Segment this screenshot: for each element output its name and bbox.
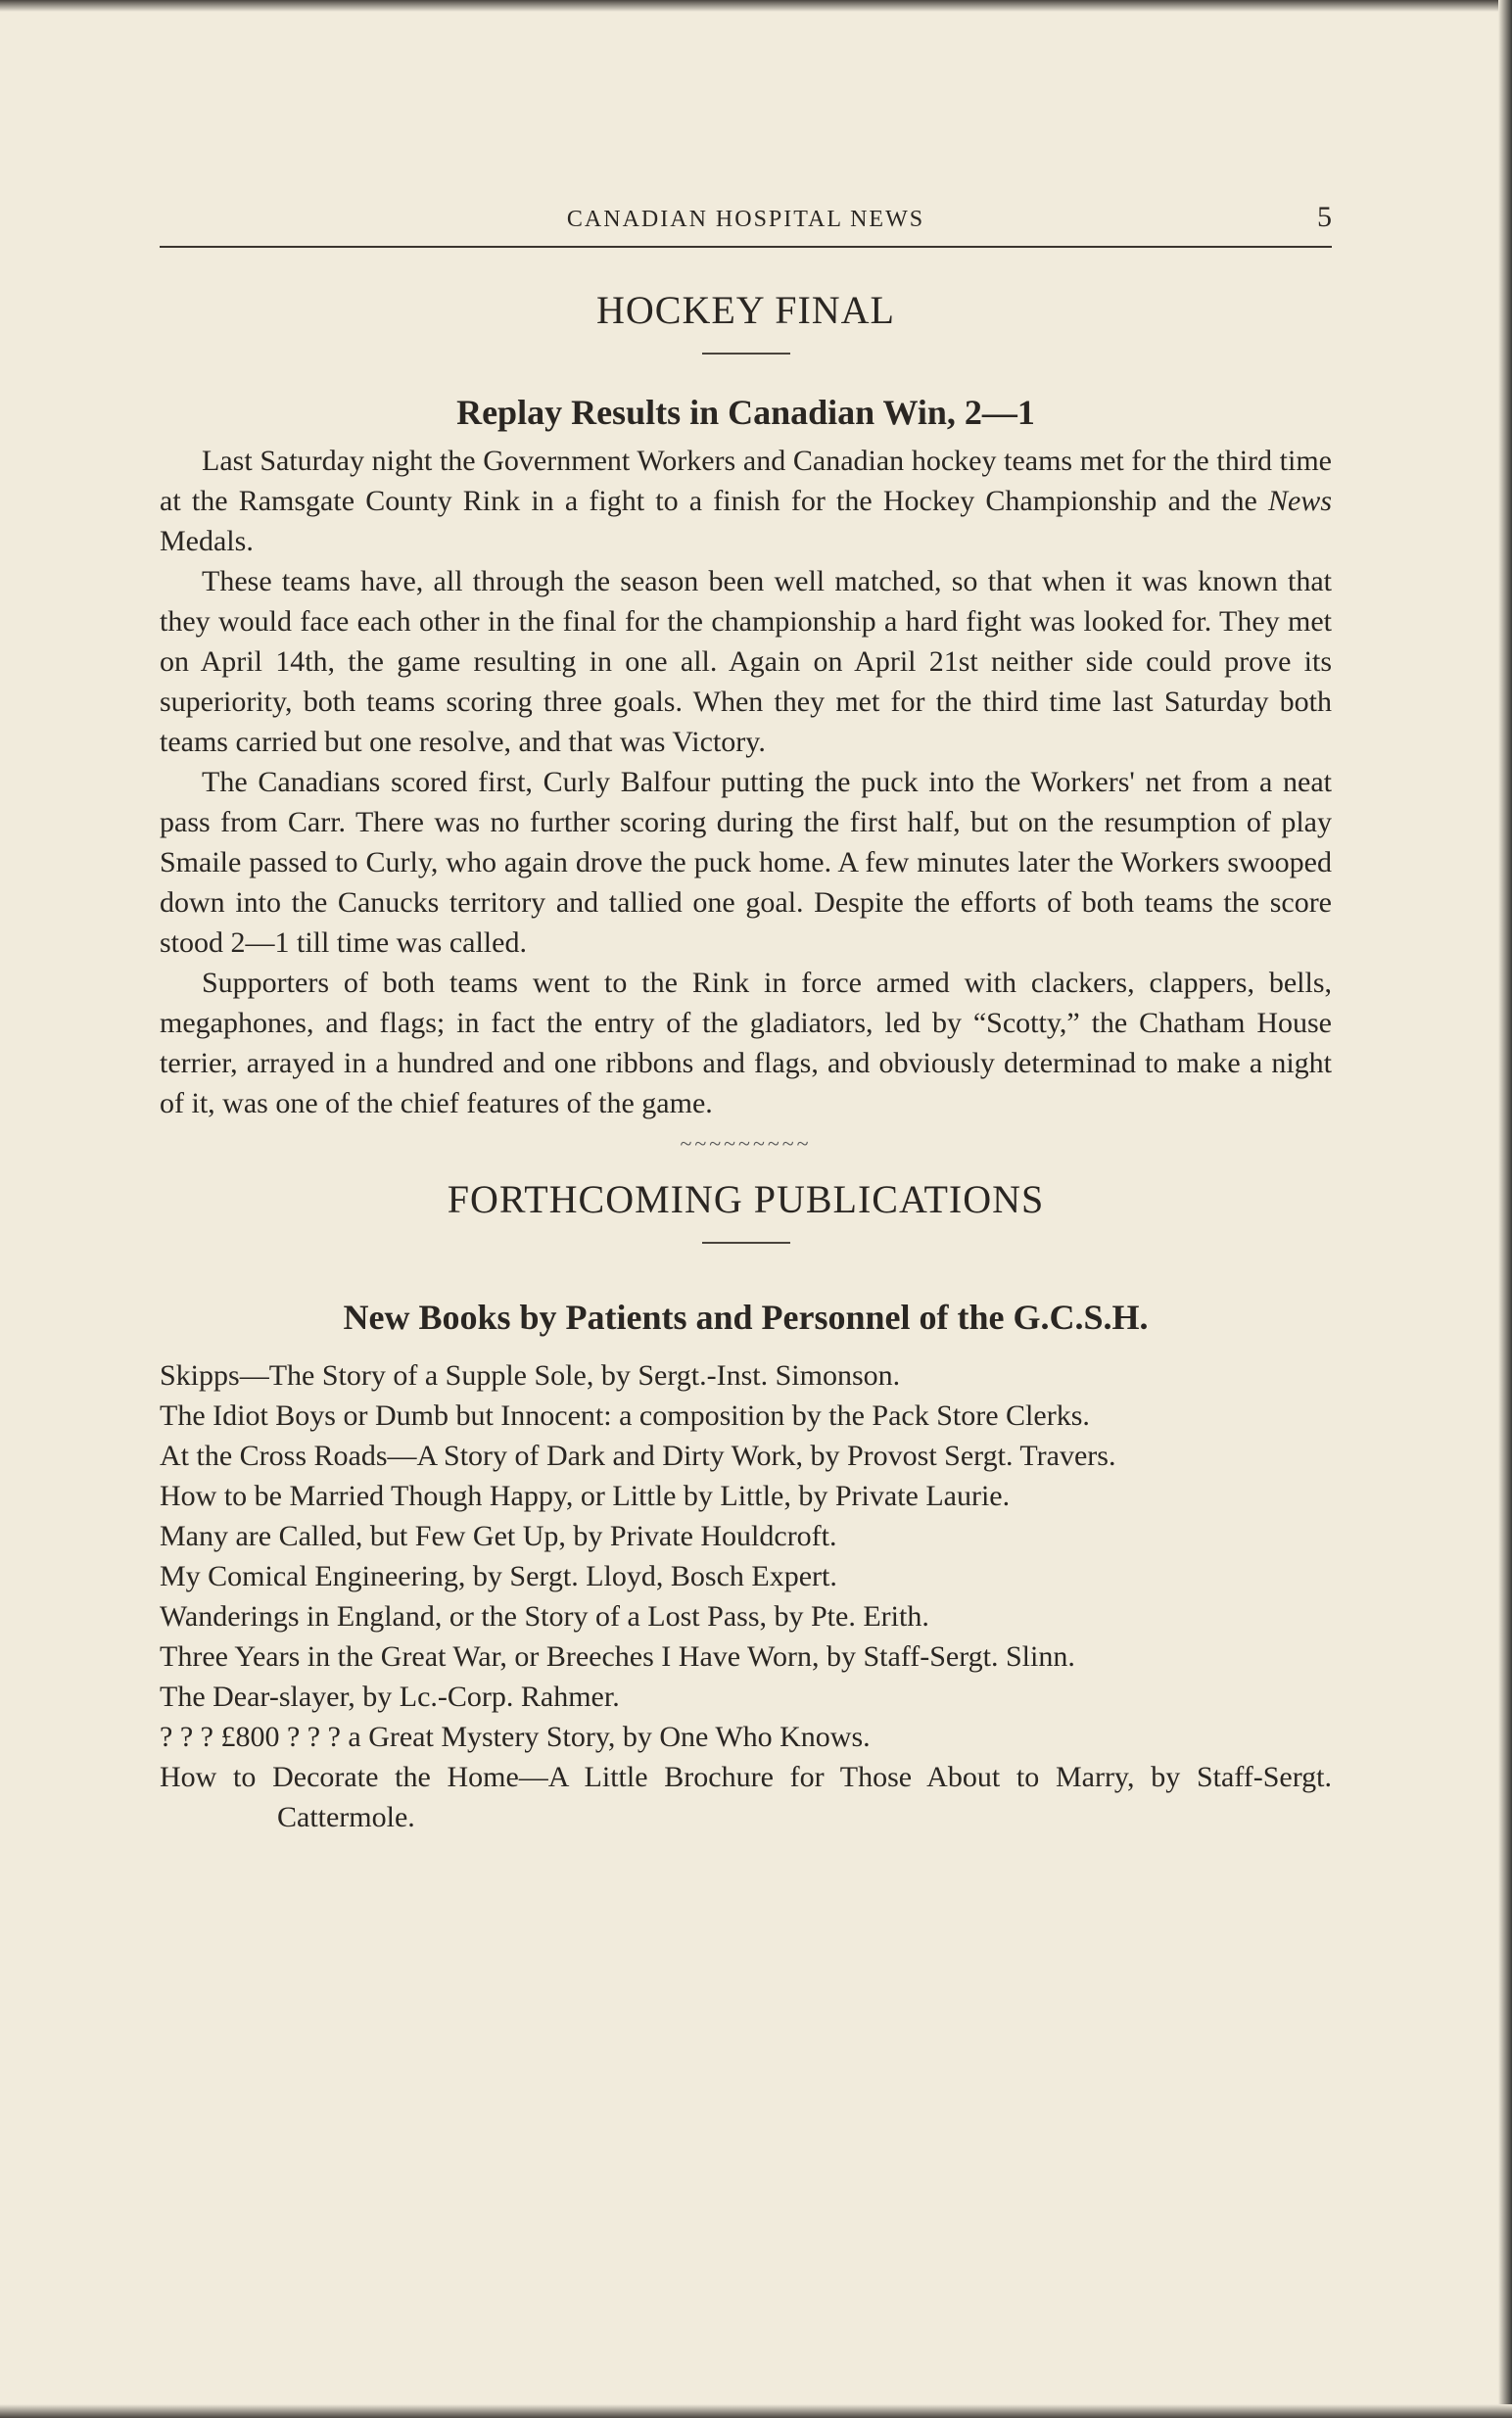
page-edge-right (1498, 0, 1512, 2418)
article-paragraph-4: Supporters of both teams went to the Rink in force armed with clackers, clappers, bells, megaphones, and flags; in fact the entry of the gladiators, led by “Scotty,” the Chatham House terrier, arrayed in a hundred and one ribbons and flags, and obviously determinad to make a night of it, was one of the chief features of the game. (160, 967, 1332, 1119)
article-paragraph-3: The Canadians scored first, Curly Balfour putting the puck into the Workers' net from a neat pass from Carr. There was no further scoring during the first half, but on the resumption of play Smaile passed to Curly, who again drove the puck home. A few minutes later the Workers swooped down into the Canucks territory and tallied one goal. Despite the efforts of both teams the score stood 2—1 till time was called. (160, 766, 1332, 959)
title-rule (702, 353, 790, 355)
list-item: Skipps—The Story of a Supple Sole, by Sergt.-Inst. Simonson. (160, 1359, 901, 1392)
list-item: The Dear-slayer, by Lc.-Corp. Rahmer. (160, 1681, 620, 1713)
page-number: 5 (1317, 201, 1332, 233)
article-subtitle: Replay Results in Canadian Win, 2—1 (456, 393, 1035, 432)
publications-subtitle: New Books by Patients and Personnel of the G.C.S.H. (343, 1298, 1149, 1337)
hockey-article (160, 287, 1332, 1123)
running-head (160, 201, 1332, 248)
page-content (160, 201, 1332, 1837)
list-item: Wanderings in England, or the Story of a Lost Pass, by Pte. Erith. (160, 1600, 929, 1633)
list-item: Three Years in the Great War, or Breeches I Have Worn, by Staff-Sergt. Slinn. (160, 1640, 1075, 1673)
page-edge-bottom (0, 2404, 1512, 2418)
newspaper-name: News (1267, 485, 1332, 517)
list-item: Many are Called, but Few Get Up, by Private Houldcroft. (160, 1520, 837, 1552)
article-paragraph-1 (160, 441, 1332, 561)
publications-section (160, 1176, 1332, 1837)
article-paragraph-1-end: Medals. (160, 525, 254, 557)
page-edge-top (0, 0, 1512, 12)
publications-title: FORTHCOMING PUBLICATIONS (447, 1177, 1045, 1221)
section-divider: ~~~~~~~~~ (680, 1131, 812, 1156)
article-paragraph-2: These teams have, all through the season been well matched, so that when it was known that they would face each other in the final for the championship a hard fight was looked for. They met on April 14th, the game resulting in one all. Again on April 21st neither side could prove its superiority, both teams scoring three goals. When they met for the third time last Saturday both teams carried but one resolve, and that was Victory. (160, 565, 1332, 758)
publications-title-rule (702, 1242, 790, 1244)
list-item: My Comical Engineering, by Sergt. Lloyd, Bosch Expert. (160, 1560, 837, 1592)
list-item: At the Cross Roads—A Story of Dark and Dirty Work, by Provost Sergt. Travers. (160, 1440, 1116, 1472)
list-item: The Idiot Boys or Dumb but Innocent: a composition by the Pack Store Clerks. (160, 1399, 1090, 1432)
book-list (160, 1355, 1332, 1837)
running-head-title: CANADIAN HOSPITAL NEWS (566, 207, 925, 232)
article-title: HOCKEY FINAL (596, 288, 895, 332)
list-item: How to be Married Though Happy, or Little by Little, by Private Laurie. (160, 1480, 1011, 1512)
article-paragraph-1-text: Last Saturday night the Government Workers and Canadian hockey teams met for the third time at the Ramsgate County Rink in a fight to a finish for the Hockey Championship and the (160, 445, 1332, 517)
list-item: How to Decorate the Home—A Little Brochure for Those About to Marry, by Staff-Sergt. Cattermole. (160, 1761, 1332, 1833)
list-item: ? ? ? £800 ? ? ? a Great Mystery Story, by One Who Knows. (160, 1721, 871, 1753)
